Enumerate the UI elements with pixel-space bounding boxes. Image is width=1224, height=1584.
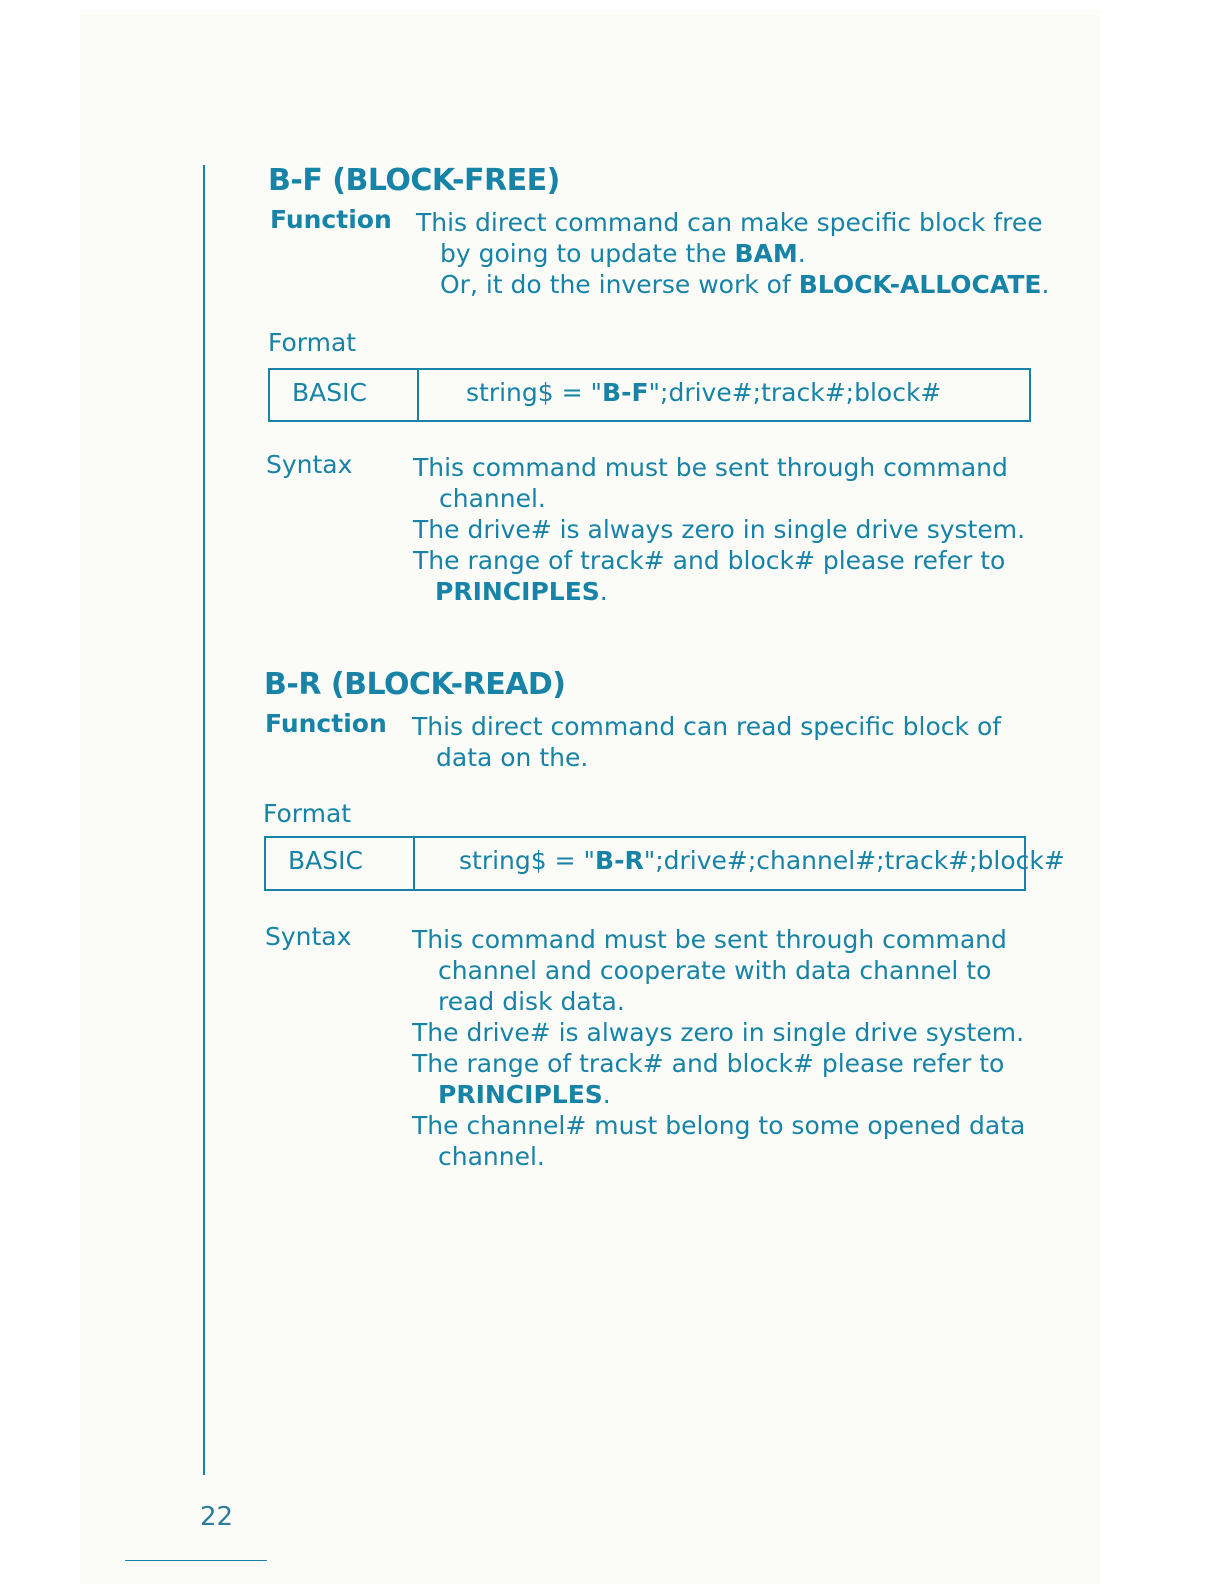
text-fragment: .: [599, 577, 608, 606]
syntax-text: [413, 452, 1025, 607]
text-line: This command must be sent through command: [412, 925, 1007, 954]
term-bam: BAM: [734, 239, 798, 268]
text-line: This direct command can make specific block free: [416, 208, 1043, 237]
format-command: B-F: [602, 378, 649, 407]
margin-rule: [203, 165, 205, 1475]
syntax-label: Syntax: [265, 922, 352, 951]
format-lang-cell: [270, 370, 419, 420]
format-syntax: [466, 378, 941, 407]
format-label: Format: [263, 799, 352, 828]
format-lang: BASIC: [292, 378, 367, 407]
text-line: channel.: [439, 484, 546, 513]
term-block-allocate: BLOCK-ALLOCATE: [798, 270, 1042, 299]
format-label: Format: [268, 328, 357, 357]
text-line: This command must be sent through command: [413, 453, 1008, 482]
function-label: Function: [265, 709, 387, 738]
text-line: The range of track# and block# please refer to: [412, 1049, 1005, 1078]
text-fragment: Or, it do the inverse work of: [440, 270, 799, 299]
text-line: channel and cooperate with data channel to: [438, 956, 992, 985]
text-fragment: by going to update the: [440, 239, 735, 268]
text-line: [416, 238, 1049, 269]
text-line: The range of track# and block# please refer to: [413, 546, 1006, 575]
text-line: [412, 1079, 1025, 1110]
text-line: [416, 269, 1049, 300]
text-line: [413, 576, 1025, 607]
text-line: The drive# is always zero in single drive system.: [412, 1018, 1025, 1047]
section-title: B-F (BLOCK-FREE): [268, 163, 560, 198]
format-syntax: [459, 846, 1065, 875]
format-lang: BASIC: [288, 846, 363, 875]
text-line: The channel# must belong to some opened data: [412, 1111, 1026, 1140]
term-principles: PRINCIPLES: [435, 577, 600, 606]
format-post: ";drive#;channel#;track#;block#: [643, 846, 1065, 875]
text-fragment: .: [602, 1080, 611, 1109]
format-box: [264, 836, 1065, 891]
page-number: 22: [200, 1502, 234, 1532]
function-text: [412, 711, 1001, 773]
format-pre: string$ = ": [459, 846, 596, 875]
syntax-label: Syntax: [266, 450, 353, 479]
function-text: [416, 207, 1049, 300]
function-label: Function: [270, 205, 392, 234]
section-title: B-R (BLOCK-READ): [264, 667, 566, 702]
text-line: channel.: [438, 1142, 545, 1171]
text-line: This direct command can read specific block of: [412, 712, 1002, 741]
term-principles: PRINCIPLES: [438, 1080, 603, 1109]
syntax-text: [412, 924, 1025, 1172]
format-command: B-R: [595, 846, 644, 875]
format-box: [268, 368, 1031, 422]
text-fragment: .: [1041, 270, 1050, 299]
text-line: read disk data.: [438, 987, 625, 1016]
text-line: data on the.: [436, 743, 589, 772]
format-post: ";drive#;track#;block#: [648, 378, 942, 407]
text-line: The drive# is always zero in single drive system.: [413, 515, 1026, 544]
format-lang-cell: [266, 838, 415, 889]
text-fragment: .: [797, 239, 806, 268]
footer-rule: [125, 1560, 267, 1561]
format-pre: string$ = ": [466, 378, 603, 407]
